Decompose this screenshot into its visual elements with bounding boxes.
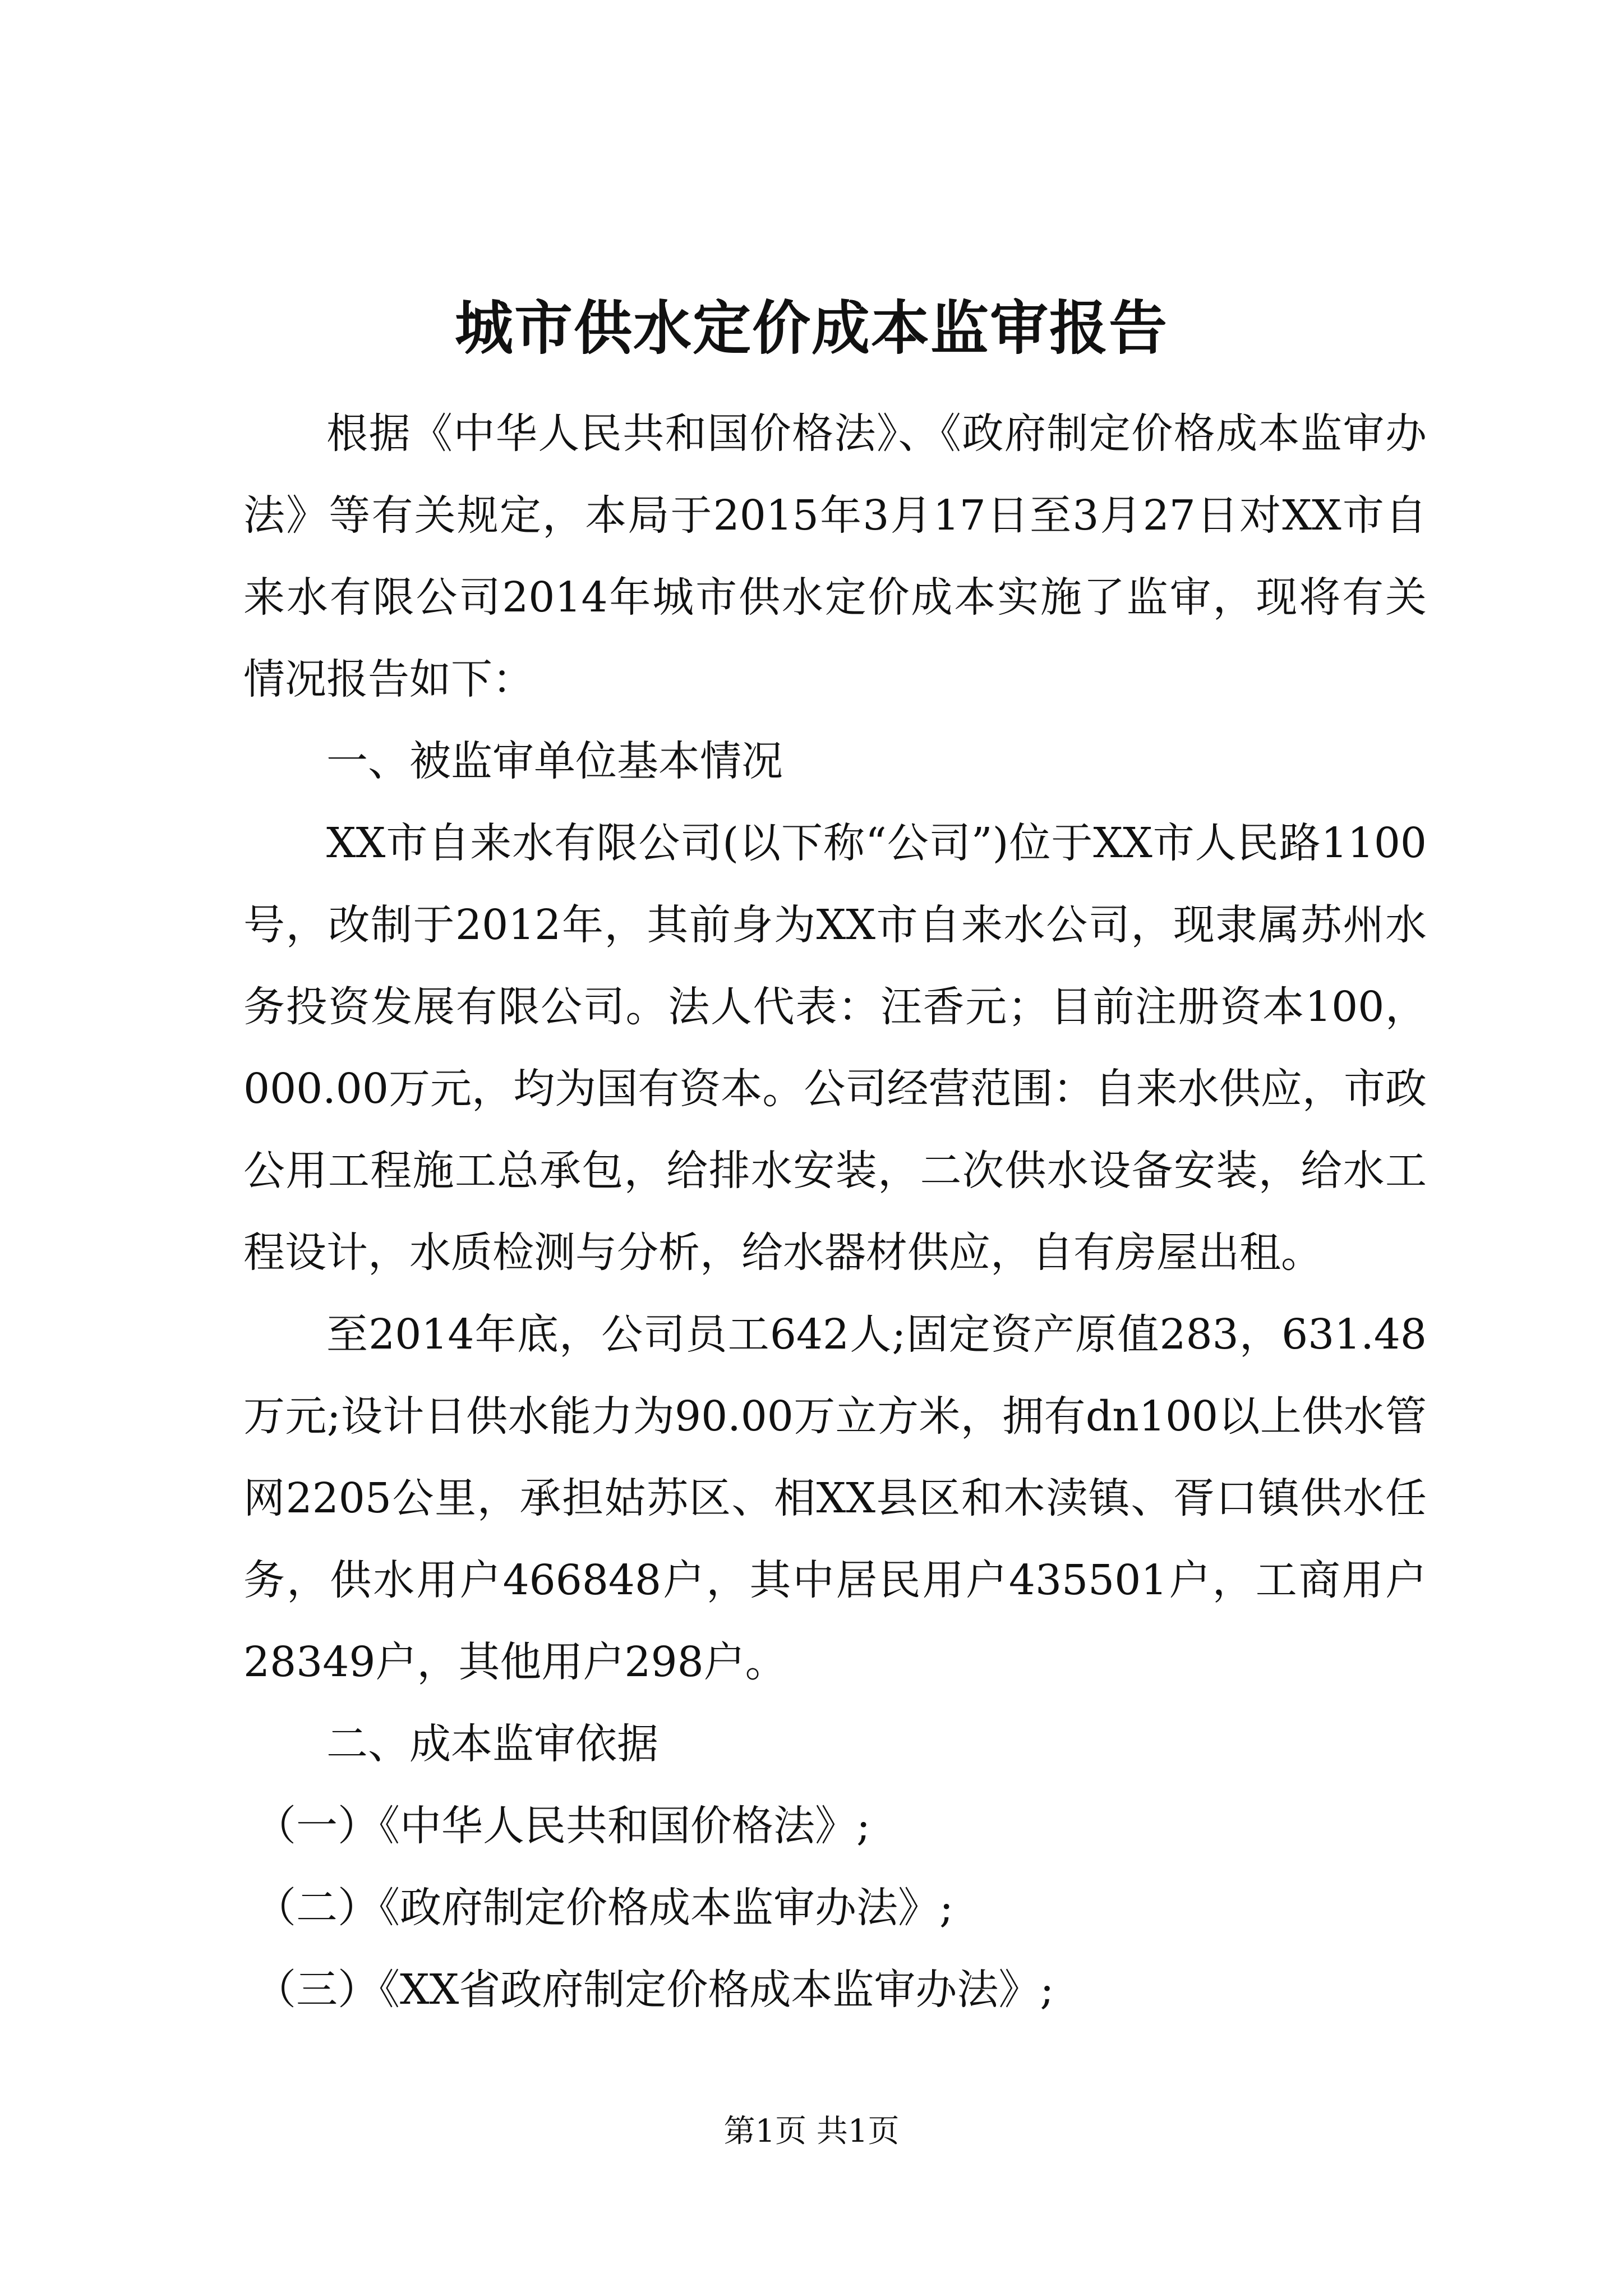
document-body (243, 393, 1427, 2031)
section-heading-2: 二、成本监审依据 (326, 1720, 658, 1768)
section-heading-1: 一、被监审单位基本情况 (326, 737, 783, 785)
intro-paragraph: 根据《中华人民共和国价格法》、《政府制定价格成本监审办法》等有关规定，本局于2015年3月17日至3月27日对XX市自来水有限公司2014年城市供水定价成本实施了监审，现将有关情况报告如下： (243, 409, 1427, 703)
page-footer: 第1页 共1页 (723, 2113, 900, 2150)
document-title: 城市供水定价成本监审报告 (454, 293, 1168, 362)
basis-item-3: （三）《XX省政府制定价格成本监审办法》; (255, 1966, 1054, 2014)
basis-item-2: （二）《政府制定价格成本监审办法》; (255, 1884, 953, 1932)
company-info-paragraph: XX市自来水有限公司(以下称“公司”)位于XX市人民路1100号，改制于2012年，其前身为XX市自来水公司，现隶属苏州水务投资发展有限公司。法人代表：汪香元；目前注册资本100，000.00万元，均为国有资本。公司经营范围：自来水供应，市政公用工程施工总承包，给排水安装，二次供水设备安装，给水工程设计，水质检测与分析，给水器材供应，自有房屋出租。 (243, 819, 1427, 1277)
basis-item-1: （一）《中华人民共和国价格法》; (255, 1802, 870, 1850)
company-stats-paragraph: 至2014年底，公司员工642人;固定资产原值283，631.48万元;设计日供水能力为90.00万立方米，拥有dn100以上供水管网2205公里，承担姑苏区、相XX县区和木渎镇、胥口镇供水任务，供水用户466848户，其中居民用户435501户，工商用户28349户，其他用户298户。 (243, 1310, 1427, 1686)
